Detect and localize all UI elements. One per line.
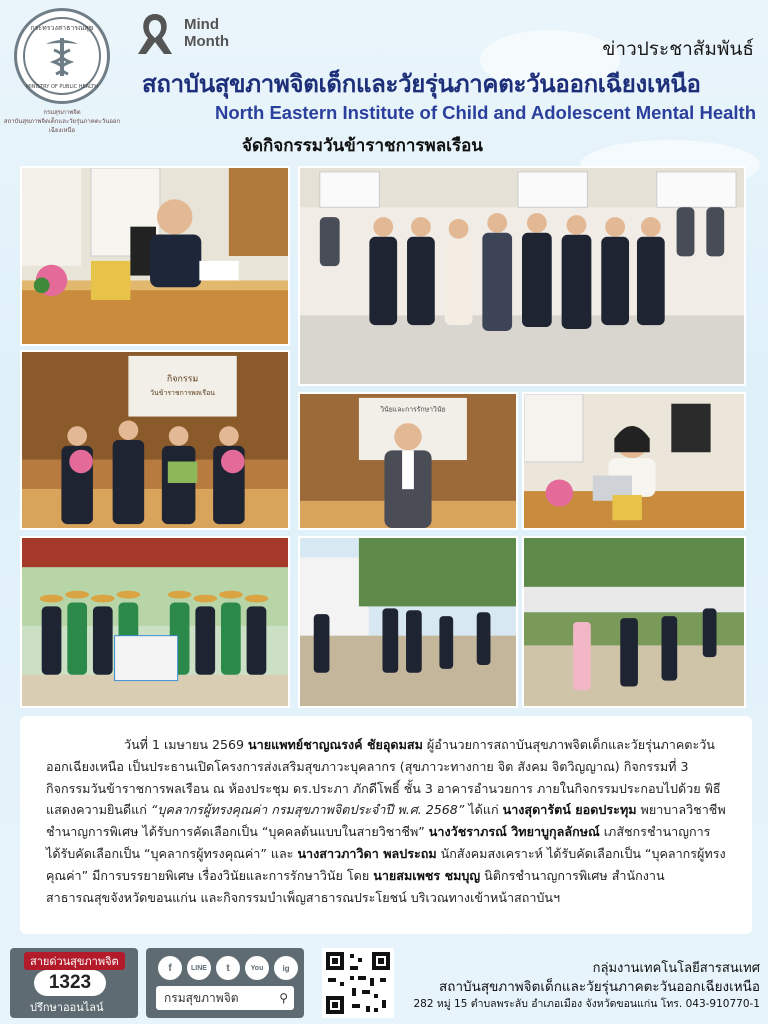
caption-text: วันที่ 1 เมษายน 2569: [124, 737, 249, 752]
institute-title-thai: สถาบันสุขภาพจิตเด็กและวัยรุ่นภาคตะวันออกเฉียงเหนือ: [142, 70, 701, 98]
header: [0, 0, 768, 165]
social-search-box[interactable]: [156, 986, 294, 1010]
caption-text: เภสัชกรชำนาญการ ได้รับคัดเลือกเป็น “บุคลากรผู้ทรงคุณค่า” และ: [46, 824, 711, 861]
hotline-sub: ปรึกษาออนไลน์: [30, 1001, 104, 1014]
institute-small-name: สถาบันสุขภาพจิตเด็กและวัยรุ่นภาคตะวันออกเฉียงเหนือ: [3, 118, 121, 134]
search-icon: ⚲: [279, 991, 288, 1005]
line-icon[interactable]: LINE: [187, 956, 211, 980]
footer: [0, 944, 768, 1024]
caduceus-icon: [42, 34, 82, 78]
social-search-text: กรมสุขภาพจิต: [164, 991, 239, 1005]
org-address: 282 หมู่ 15 ตำบลพระลับ อำเภอเมือง จังหวัดขอนแก่น โทร. 043-910770-1: [413, 998, 760, 1010]
mind-text: Mind: [184, 16, 219, 33]
youtube-icon[interactable]: You: [245, 956, 269, 980]
ribbon-icon: [130, 8, 180, 58]
awardee-name: นางสาวภาวิดา พลประถม: [297, 845, 437, 861]
caption-text: พยาบาลวิชาชีพชำนาญการพิเศษ ได้รับการคัดเลือกเป็น “บุคคลต้นแบบในสายวิชาชีพ”: [46, 802, 726, 840]
moph-logo-top-text: กระทรวงสาธารณสุข: [30, 24, 94, 32]
photo-award-ceremony: [20, 350, 290, 530]
department-name: กรมสุขภาพจิต: [43, 109, 81, 116]
awardee-name: นางสุดารัตน์ ยอดประทุม: [502, 802, 637, 818]
photo-speaker: [522, 392, 746, 530]
institute-title-english: North Eastern Institute of Child and Adolescent Mental Health: [215, 102, 756, 123]
hotline-banner[interactable]: [10, 948, 138, 1018]
department-subtitle: [2, 108, 122, 135]
photo-sweeping-road: [298, 536, 518, 708]
photo-director-speaking: [20, 166, 290, 346]
news-caption: [20, 716, 752, 934]
instagram-icon[interactable]: ig: [274, 956, 298, 980]
award-title: “บุคลากรผู้ทรงคุณค่า กรมสุขภาพจิตประจำปี พ.ศ. 2568”: [150, 802, 465, 818]
facebook-icon[interactable]: f: [158, 956, 182, 980]
moph-logo-bottom-text: MINISTRY OF PUBLIC HEALTH: [25, 84, 99, 90]
org-department: กลุ่มงานเทคโนโลยีสารสนเทศ: [592, 961, 760, 976]
news-label: ข่าวประชาสัมพันธ์: [602, 38, 754, 60]
month-text: Month: [184, 33, 229, 50]
hotline-number: 1323: [34, 970, 106, 996]
twitter-icon[interactable]: t: [216, 956, 240, 980]
lecture-screen-text: วินัยและการรักษาวินัย: [380, 405, 446, 414]
caption-text: นิติกรชำนาญการพิเศษ สำนักงานสาธารณสุขจังหวัดขอนแก่น และกิจกรรมบำเพ็ญสาธารณประโยชน์ บริเวณทางเข้าหน้าสถาบันฯ: [46, 867, 665, 905]
mind-month-logo: [130, 8, 250, 58]
photo-sweeping-road-2: [522, 536, 746, 708]
caption-text: นักสังคมสงเคราะห์ ได้รับคัดเลือกเป็น “บุคลากรผู้ทรงคุณค่า” มีการบรรยายพิเศษ เรื่องวินัยและการรักษาวินัย โดย: [46, 845, 726, 883]
photo-volunteers-group: [20, 536, 290, 708]
organization-info: [414, 960, 761, 1012]
awardee-name: นางวัชราภรณ์ วิทยาบูกุลลักษณ์: [428, 824, 600, 840]
ceremony-sign-text: กิจกรรม: [166, 374, 199, 385]
qr-code[interactable]: [322, 948, 394, 1018]
caption-text: ได้แก่: [464, 802, 503, 818]
hotline-label: สายด่วนสุขภาพจิต: [24, 952, 125, 970]
activity-title: จัดกิจกรรมวันข้าราชการพลเรือน: [242, 136, 483, 156]
org-name: สถาบันสุขภาพจิตเด็กและวัยรุ่นภาคตะวันออกเฉียงเหนือ: [439, 979, 760, 995]
ceremony-sign-subtext: วันข้าราชการพลเรือน: [150, 389, 215, 398]
moph-logo: [14, 8, 110, 104]
photo-group: [298, 166, 746, 386]
director-name: นายแพทย์ชาญณรงค์ ชัยอุดมสม: [248, 737, 423, 752]
lecturer-name: นายสมเพชร ชมบุญ: [373, 867, 481, 883]
photo-lecturer: [298, 392, 518, 530]
caption-text: ผู้อำนวยการสถาบันสุขภาพจิตเด็กและวัยรุ่นภาคตะวันออกเฉียงเหนือ เป็นประธานเปิดโครงการส่งเสริมสุขภาวะบุคลากร (สุขภาวะทางกาย จิต สังคม จิตวิญญาณ) กิจกรรมที่ 3 กิจกรรมวันข้าราชการพลเรือน ณ ห้องประชุม ดร.ประภา ภักดีโพธิ์ ชั้น 3 อาคารอำนวยการ ภายในกิจกรรมประกอบไปด้วย พิธีแสดงความยินดีแก่: [46, 737, 721, 818]
qr-code-icon: [322, 948, 394, 1018]
social-banner[interactable]: [146, 948, 304, 1018]
